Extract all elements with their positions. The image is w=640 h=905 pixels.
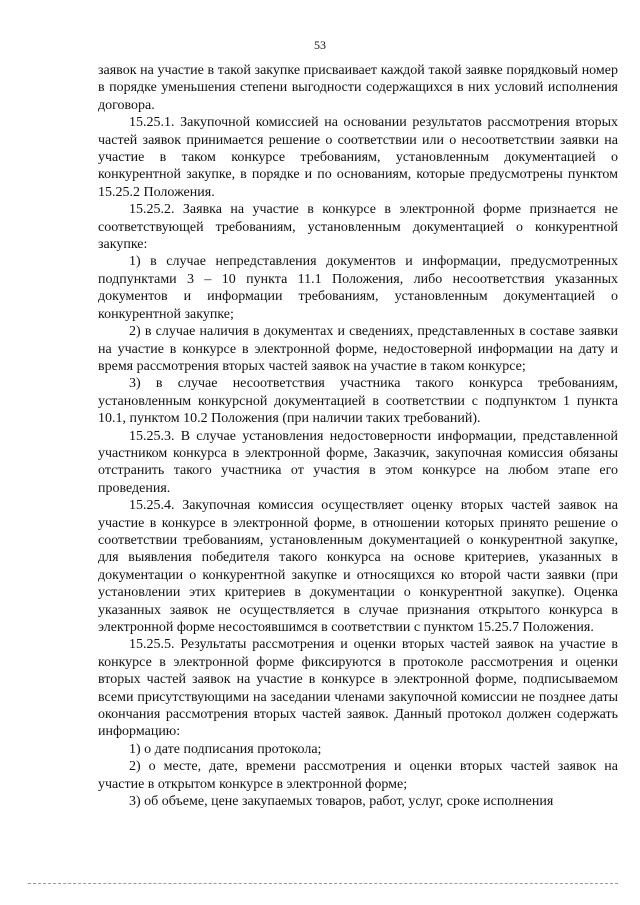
paragraph-15-25-2: 15.25.2. Заявка на участие в конкурсе в электронной форме признается не соответствующей требованиям, установленным документацией о конкурентной закупке: bbox=[98, 202, 618, 253]
list-item-2: 2) в случае наличия в документах и сведениях, представленных в составе заявки на участие в конкурсе в электронной форме, недостоверной информации на дату и время рассмотрения вторых частей заявок на участие в таком конкурсе; bbox=[98, 324, 618, 374]
paragraph-15-25-1: 15.25.1. Закупочной комиссией на основании результатов рассмотрения вторых частей заявок принимается решение о соответствии или о несоответствии заявки на участие в таком конкурсе требованиям, установленным документацией о конкурентной закупке, в порядке и по основаниям, которые предусмотрены пунктом 15.25.2 Положения. bbox=[98, 115, 618, 200]
list-item-1: 1) в случае непредставления документов и информации, предусмотренных подпунктами 3 – 10 пункта 11.1 Положения, либо несоответствия указанных документов и информации требованиям, установленным документацией о конкурентной закупке; bbox=[98, 254, 618, 322]
protocol-item-1: 1) о дате подписания протокола; bbox=[129, 741, 322, 757]
protocol-item-3: 3) об объеме, цене закупаемых товаров, работ, услуг, сроке исполнения bbox=[129, 794, 554, 810]
paragraph-15-25-5: 15.25.5. Результаты рассмотрения и оценки вторых частей заявок на участие в конкурсе в электронной форме фиксируются в протоколе рассмотрения и оценки вторых частей заявок на участие в конкурсе в электронной форме, подписываемом всеми присутствующими на заседании членами закупочной комиссии не позднее даты окончания рассмотрения вторых частей заявок. Данный протокол должен содержать информацию: bbox=[98, 637, 618, 740]
paragraph-continuation: заявок на участие в такой закупке присваивает каждой такой заявке порядковый номер в порядке уменьшения степени выгодности содержащихся в них условий исполнения договора. bbox=[98, 63, 618, 113]
page-number: 53 bbox=[314, 38, 326, 52]
document-body bbox=[98, 62, 618, 810]
paragraph-15-25-3: 15.25.3. В случае установления недостоверности информации, представленной участником конкурса в электронной форме, Заказчик, закупочная комиссия обязаны отстранить такого участника от участия в этом конкурсе на любом этапе его проведения. bbox=[98, 428, 618, 496]
protocol-item-2: 2) о месте, дате, времени рассмотрения и оценки вторых частей заявок на участие в открытом конкурсе в электронной форме; bbox=[98, 759, 618, 792]
paragraph-15-25-4: 15.25.4. Закупочная комиссия осуществляет оценку вторых частей заявок на участие в конкурсе в электронной форме, в отношении которых принято решение о соответствии требованиям, установленным документацией о конкурентной закупке, для выявления победителя такого конкурса на основе критериев, указанных в документации о конкурентной закупке и относящихся ко второй части заявки (при установлении этих критериев в документации о конкурентной закупке). Оценка указанных заявок не осуществляется в случае признания открытого конкурса в электронной форме несостоявшимся в соответствии с пунктом 15.25.7 Положения. bbox=[98, 498, 618, 635]
bottom-divider bbox=[28, 883, 618, 884]
list-item-3: 3) в случае несоответствия участника такого конкурса требованиям, установленным конкурсной документацией в соответствии с подпунктом 1 пункта 10.1, пунктом 10.2 Положения (при наличии таких требований). bbox=[98, 376, 618, 427]
